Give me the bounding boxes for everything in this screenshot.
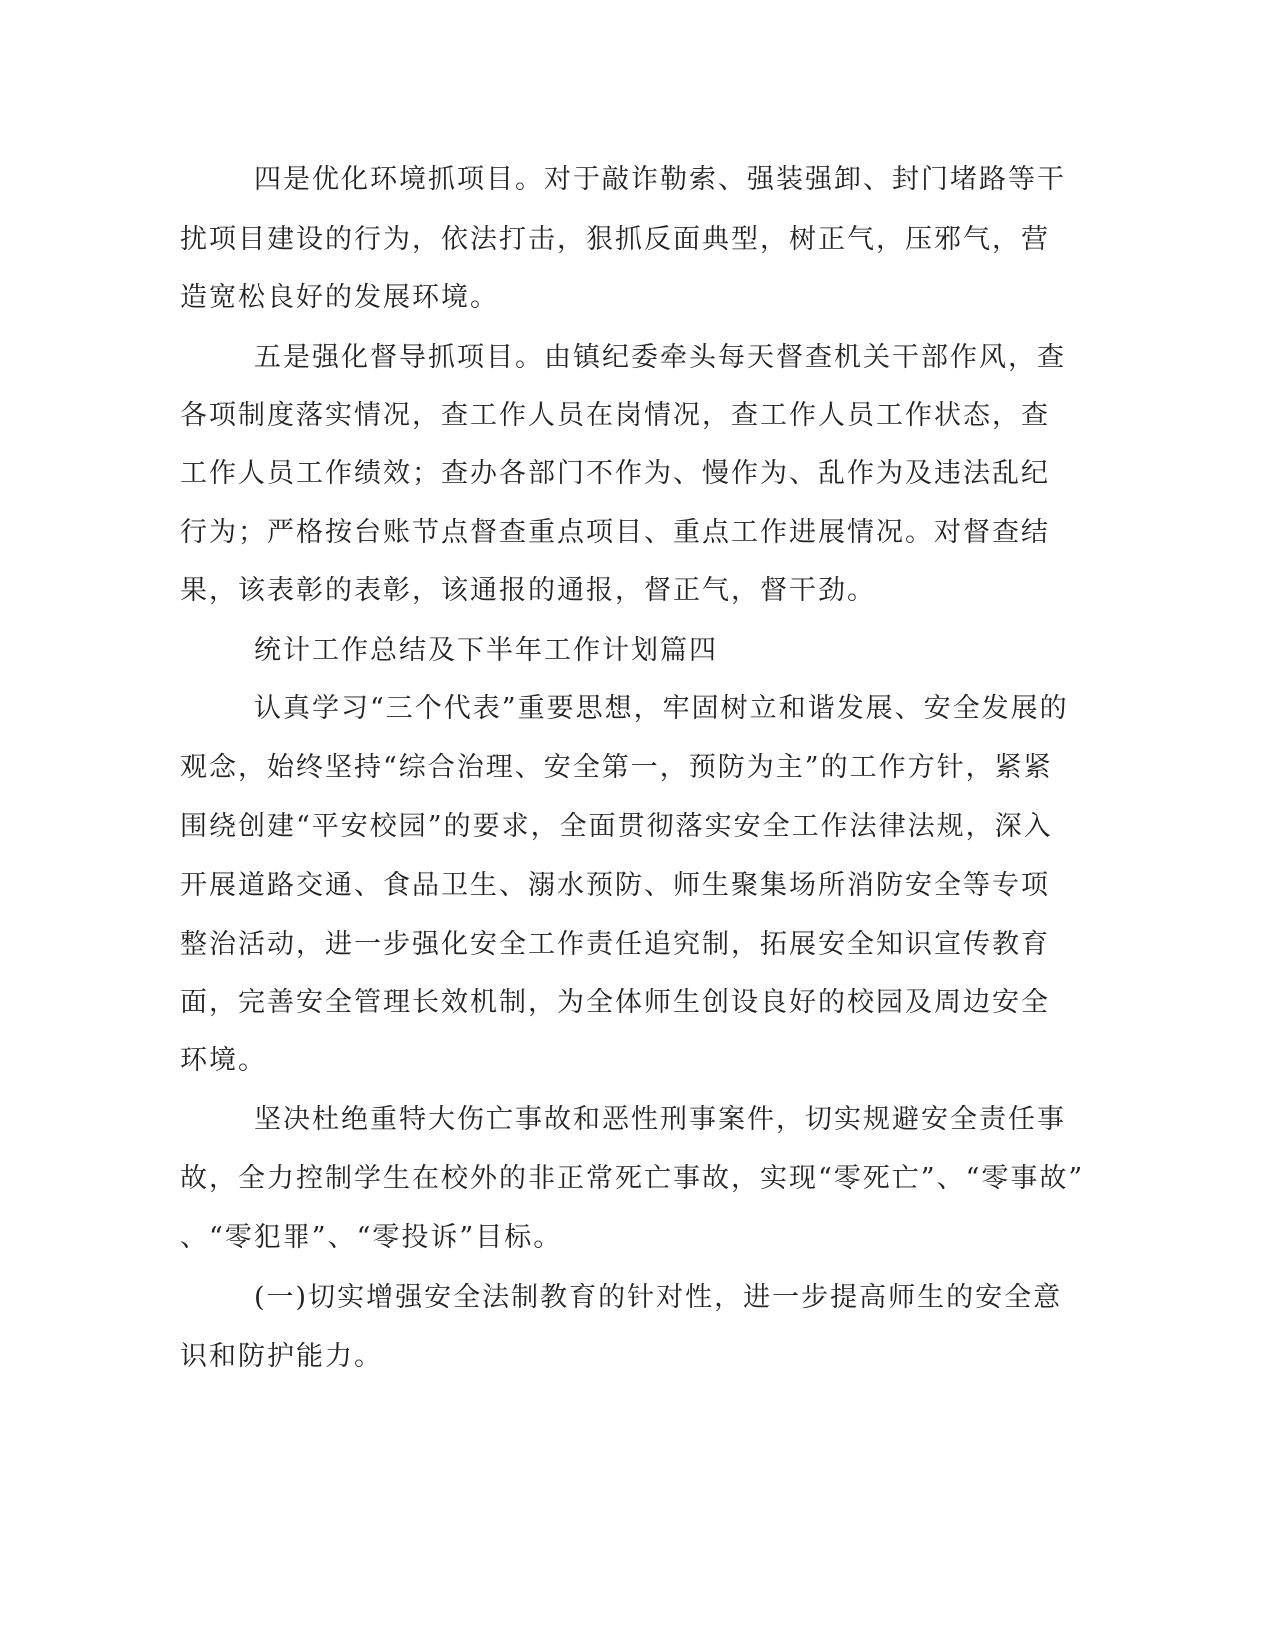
paragraph-3-line-4: 开展道路交通、食品卫生、溺水预防、师生聚集场所消防安全等专项 <box>180 870 1050 901</box>
paragraph-4-line-2: 故，全力控制学生在校外的非正常死亡事故，实现“零死亡”、“零事故” <box>180 1163 1085 1194</box>
paragraph-3-line-1: 认真学习“三个代表”重要思想，牢固树立和谐发展、安全发展的 <box>254 693 1069 724</box>
paragraph-4-line-3: 、“零犯罪”、“零投诉”目标。 <box>180 1222 563 1253</box>
paragraph-1-line-1: 四是优化环境抓项目。对于敲诈勒索、强装强卸、封门堵路等干 <box>254 164 1066 195</box>
paragraph-5-line-1: (一)切实增强安全法制教育的针对性，进一步提高师生的安全意 <box>254 1282 1063 1313</box>
paragraph-5-line-2: 识和防护能力。 <box>180 1341 383 1372</box>
paragraph-4-line-1: 坚决杜绝重特大伤亡事故和恶性刑事案件，切实规避安全责任事 <box>254 1104 1066 1135</box>
paragraph-3-line-5: 整治活动，进一步强化安全工作责任追究制，拓展安全知识宣传教育 <box>180 929 1050 960</box>
paragraph-2-line-3: 工作人员工作绩效；查办各部门不作为、慢作为、乱作为及违法乱纪 <box>180 458 1050 489</box>
paragraph-3-line-6: 面，完善安全管理长效机制，为全体师生创设良好的校园及周边安全 <box>180 987 1050 1018</box>
paragraph-1-line-3: 造宽松良好的发展环境。 <box>180 282 499 313</box>
paragraph-2-line-5: 果，该表彰的表彰，该通报的通报，督正气，督干劲。 <box>180 575 876 606</box>
paragraph-3-line-7: 环境。 <box>180 1045 267 1076</box>
paragraph-3-line-2: 观念，始终坚持“综合治理、安全第一，预防为主”的工作方针，紧紧 <box>180 752 1053 783</box>
paragraph-2-line-4: 行为；严格按台账节点督查重点项目、重点工作进展情况。对督查结 <box>180 517 1050 548</box>
paragraph-2-line-2: 各项制度落实情况，查工作人员在岗情况，查工作人员工作状态，查 <box>180 400 1050 431</box>
paragraph-1-line-2: 扰项目建设的行为，依法打击，狠抓反面典型，树正气，压邪气，营 <box>180 224 1050 255</box>
paragraph-3-line-3: 围绕创建“平安校园”的要求，全面贯彻落实安全工作法律法规，深入 <box>180 811 1053 842</box>
section-heading: 统计工作总结及下半年工作计划篇四 <box>254 635 718 666</box>
paragraph-2-line-1: 五是强化督导抓项目。由镇纪委牵头每天督查机关干部作风，查 <box>254 342 1066 373</box>
